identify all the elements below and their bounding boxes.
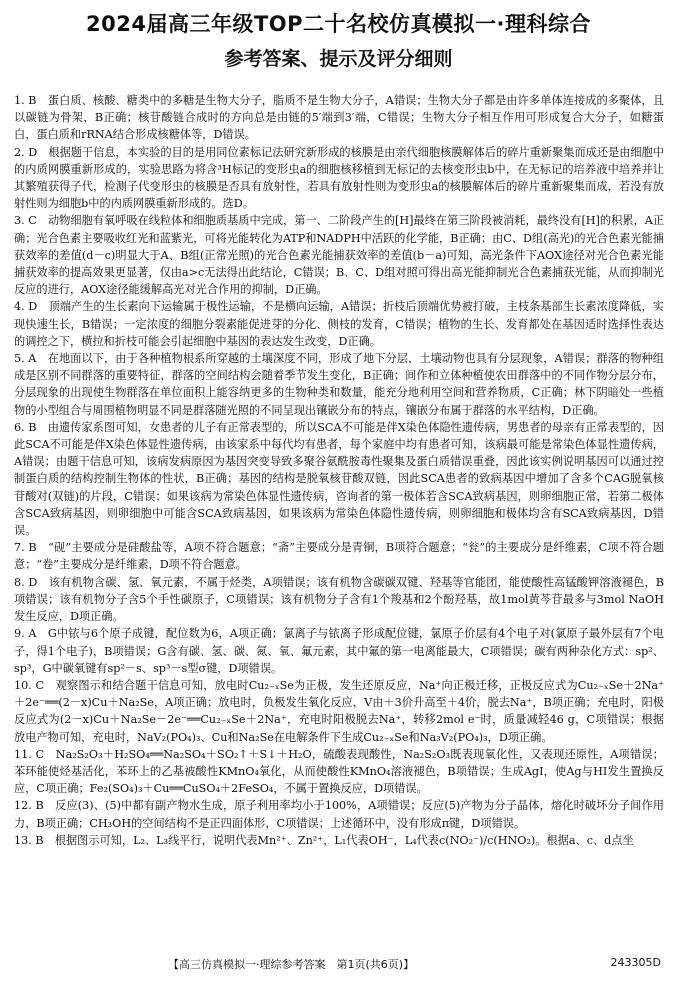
page-title: 2024届高三年级TOP二十名校仿真模拟一·理科综合 (86, 12, 591, 36)
answer-item: 12. B 反应(3)、(5)中都有副产物水生成，原子利用率均小于100%，A项错误；反应(5)产物为分子晶体，熔化时破坏分子间作用力，B项正确；CH₃OH的空间结构不是正四面体形，C项错误；上述循环中，没有形成π键，D项错误。 (14, 799, 664, 830)
answer-item: 3. C 动物细胞有氧呼吸在线粒体和细胞质基质中完成，第一、二阶段产生的[H]最终在第三阶段被消耗，最终没有[H]的积累，A正确；光合色素主要吸收红光和蓝紫光，可将光能转化为ATP和NADPH中活跃的化学能，B正确；由C、D组(高光)的光合色素光能捕获效率的差值(d－c)明显大于A、B组(正常光照)的光合色素光能捕获效率的差值(b－a)可知，高光条件下AOX途径对光合色素光能捕获效率的提高效果更显著，仅由a>c无法得出此结论，C错误；B、C、D组对照可得出高光能抑制光合色素捕获光能，从而抑制光反应的进行，AOX途径能缓解高光对光合作用的抑制，D正确。 (14, 214, 664, 297)
answer-item: 13. B 根据图示可知，L₂、L₃线平行，说明代表Mn²⁺、Zn²⁺，L₁代表OH⁻，L₄代表c(NO₂⁻)/c(HNO₂)。根据a、c、d点坐 (14, 833, 634, 847)
footer-code: 243305D (610, 956, 661, 969)
answer-item: 8. D 该有机物含碳、氢、氧元素，不属于烃类，A项错误；该有机物含碳碳双键、羟基等官能团，能使酸性高锰酸钾溶液褪色，B项错误；该有机物分子含5个手性碳原子，C项错误；该有机物分子含有1个羧基和2个酚羟基，故1mol黄芩苷最多与3mol NaOH发生反应，D项正确。 (14, 575, 664, 624)
page-footer (0, 956, 677, 974)
page-subtitle: 参考答案、提示及评分细则 (224, 48, 453, 70)
answer-item: 9. A G中铱与6个原子成键，配位数为6，A项正确；氯离子与铱离子形成配位键，氯原子价层有4个电子对(氯原子最外层有7个电子，得1个电子)，B项错误；G含有碳、氢、碳、氮、氧、氟元素，其中氟的第一电离能最大，C项错误；碳有两种杂化方式：sp²、sp³，G中碳氧键有sp²－s、sp³－s型σ键，D项错误。 (14, 627, 664, 675)
answer-list (14, 92, 664, 849)
footer-page-info: 【高三仿真模拟一·理综参考答案 第1页(共6页)】 (168, 958, 415, 971)
answer-item: 10. C 观察图示和结合题干信息可知，放电时Cu₂₋ₓSe为正极，发生还原反应，Na⁺向正极迁移，正极反应式为Cu₂₋ₓSe＋2Na⁺＋2e⁻══(2－x)Cu＋Na₂Se，A项正确；放电时，负极发生氧化反应，V由＋3价升高至＋4价，脱去Na⁺，B项正确；充电时，阳极反应式为(2－x)Cu＋Na₂Se－2e⁻══Cu₂₋ₓSe＋2Na⁺，充电时阳极脱去Na⁺，转移2mol e⁻时，质量减轻46 g，C项错误；根据放电产物可知，充电时，NaV₂(PO₄)₃、Cu和Na₂Se在电解条件下生成Cu₂₋ₓSe和Na₃V₂(PO₄)₃，D项正确。 (14, 678, 664, 744)
answer-item: 6. B 由遗传家系图可知，女患者的儿子有正常表型的，所以SCA不可能是伴X染色体隐性遗传病，男患者的母亲有正常表型的，因此SCA不可能是伴X染色体显性遗传病，由该家系中每代均有患者，每个家庭中均有患者可知，该病最可能是常染色体显性遗传病，A错误；由题干信息可知，该病发病原因为基因突变导致多聚谷氨酰胺毒性聚集及蛋白质错误重叠，因此该实例说明基因可以通过控制蛋白质的结构控制生物体的性状，B正确；基因的结构是脱氧核苷酸双链，因此SCA患者的致病基因中增加了含多个CAG脱氧核苷酸对(双链)的片段，C错误；如果该病为常染色体显性遗传病，咨询者的第一极体若含SCA致病基因，则卵细胞正常，若第二极体含SCA致病基因，则卵细胞中可能含SCA致病基因，如果该病为常染色体隐性遗传病，则卵细胞和极体均含有SCA致病基因，D错误。 (14, 420, 664, 538)
answer-item: 7. B “砚”主要成分是硅酸盐等，A项不符合题意；“斋”主要成分是青铜，B项符合题意；“瓮”的主要成分是纤维素，C项不符合题意；“卷”主要成分是纤维素，D项不符合题意。 (14, 541, 664, 572)
answer-item: 1. B 蛋白质、核酸、糖类中的多糖是生物大分子，脂质不是生物大分子，A错误；生物大分子都是由许多单体连接成的多聚体，且以碳链为骨架，B正确；核苷酸链合成时的方向总是由链的5′端到3′端，C错误；生物大分子相互作用可形成复合大分子，如糖蛋白，蛋白质和rRNA结合形成核糖体等，D错误。 (14, 94, 664, 142)
answer-item: 11. C Na₂S₂O₃＋H₂SO₄══Na₂SO₄＋SO₂↑＋S↓＋H₂O，硫酸表现酸性，Na₂S₂O₃既表现氧化性，又表现还原性，A项错误；苯环能使烃基活化，苯环上的乙基被酸性KMnO₄氧化，从而使酸性KMnO₄溶液褪色，B项错误；生成AgI，使Ag与HI发生置换反应，C项正确；Fe₂(SO₄)₃＋Cu══CuSO₄＋2FeSO₄，不属于置换反应，D项错误。 (14, 747, 664, 796)
answer-item: 5. A 在地面以下，由于各种植物根系所穿越的土壤深度不同，形成了地下分层，土壤动物也具有分层现象，A错误；群落的物种组成是区别不同群落的重要特征，群落的空间结构会随着季节发生变化，B正确；间作和立体种植使农田群落中的不同作物分层分布，分层现象的出现使生物群落在单位面积上能容纳更多的生物种类和数量，能充分地利用空间和营养物质，C正确；林下阴暗处一些植物的小型组合与周围植物明显不同是群落随光照的不同呈现出镶嵌分布的特点，镶嵌分布属于群落的水平结构，D正确。 (14, 352, 664, 417)
answer-item: 2. D 根据题干信息，本实验的目的是用同位素标记法研究新形成的核膜是由亲代细胞核膜解体后的碎片重新聚集而成还是由细胞中的内质网膜重新形成的，实验思路为将含³H标记的变形虫a的细胞核移植到无标记的去核变形虫b中，在无标记的培养液中培养并让其繁殖获得子代，检测子代变形虫的核膜是否具有放射性，若具有放射性则为变形虫a的核膜解体后的碎片重新聚集而成，若没有放射性则为细胞b中的内质网膜重新形成的。选D。 (14, 145, 664, 211)
answer-item: 4. D 顶端产生的生长素向下运输属于极性运输，不是横向运输，A错误；折枝后顶端优势被打破，主枝条基部生长素浓度降低，实现快速生长，B错误；一定浓度的细胞分裂素能促进芽的分化、侧枝的发育，C错误；植物的生长、发育都处在基因适时选择性表达的调控之下，横拉和折枝可能会引起细胞中基因的表达发生改变，D正确。 (14, 300, 664, 348)
